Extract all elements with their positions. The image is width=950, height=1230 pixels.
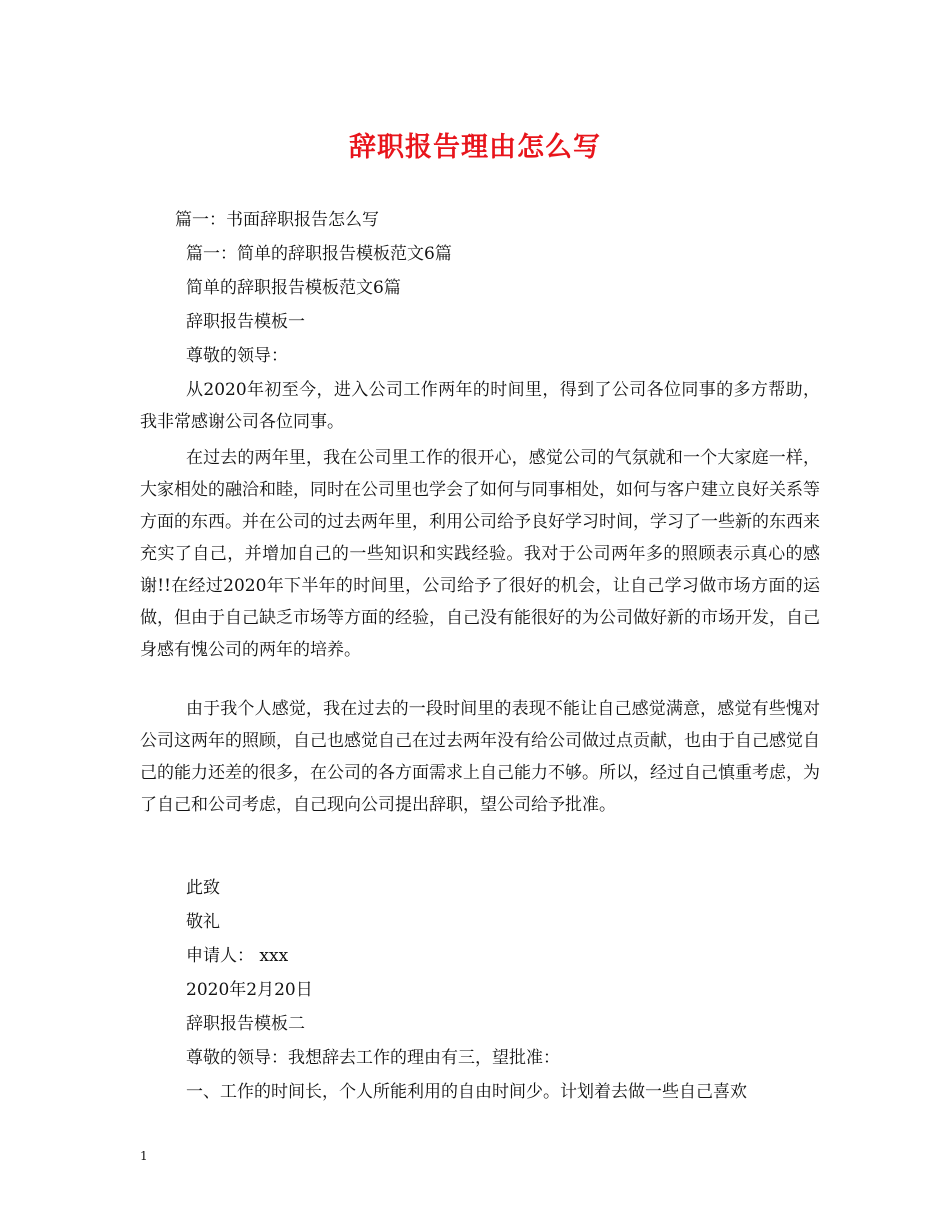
- heading-line-1: 篇一：书面辞职报告怎么写: [175, 210, 379, 230]
- paragraph-2: 在过去的两年里，我在公司里工作的很开心，感觉公司的气氛就和一个大家庭一样，大家相处的融洽和睦，同时在公司里也学会了如何与同事相处，如何与客户建立良好关系等方面的东西。并在公司的过去两年里，利用公司给予良好学习时间，学习了一些新的东西来充实了自己，并增加自己的一些知识和实践经验。我对于公司两年多的照顾表示真心的感谢!!在经过2020年下半年的时间里，公司给予了很好的机会，让自己学习做市场方面的运做，但由于自己缺乏市场等方面的经验，自己没有能很好的为公司做好新的市场开发，自己身感有愧公司的两年的培养。: [140, 448, 820, 660]
- paragraph-1: 从2020年初至今，进入公司工作两年的时间里，得到了公司各位同事的多方帮助，我非常感谢公司各位同事。: [140, 380, 820, 432]
- template-heading-2: 辞职报告模板二: [186, 1014, 305, 1034]
- date-line: 2020年2月20日: [186, 980, 313, 1000]
- salutation-2: 尊敬的领导：我想辞去工作的理由有三，望批准：: [186, 1048, 560, 1068]
- closing-line-1: 此致: [186, 878, 220, 898]
- salutation-1: 尊敬的领导：: [186, 346, 288, 366]
- page-number: 1: [140, 1149, 148, 1163]
- heading-line-2: 篇一：简单的辞职报告模板范文6篇: [186, 244, 452, 264]
- heading-line-3: 简单的辞职报告模板范文6篇: [186, 278, 401, 298]
- closing-line-2: 敬礼: [186, 912, 220, 932]
- paragraph-3: 由于我个人感觉，我在过去的一段时间里的表现不能让自己感觉满意，感觉有些愧对公司这两年的照顾，自己也感觉自己在过去两年没有给公司做过点贡献，也由于自己感觉自己的能力还差的很多，在公司的各方面需求上自己能力不够。所以，经过自己慎重考虑，为了自己和公司考虑，自己现向公司提出辞职，望公司给予批准。: [140, 699, 820, 815]
- template-heading-1: 辞职报告模板一: [186, 312, 305, 332]
- applicant-line: 申请人： xxx: [186, 946, 289, 966]
- reason-line-1: 一、工作的时间长，个人所能利用的自由时间少。计划着去做一些自己喜欢: [186, 1082, 747, 1102]
- document-title: 辞职报告理由怎么写: [349, 132, 601, 163]
